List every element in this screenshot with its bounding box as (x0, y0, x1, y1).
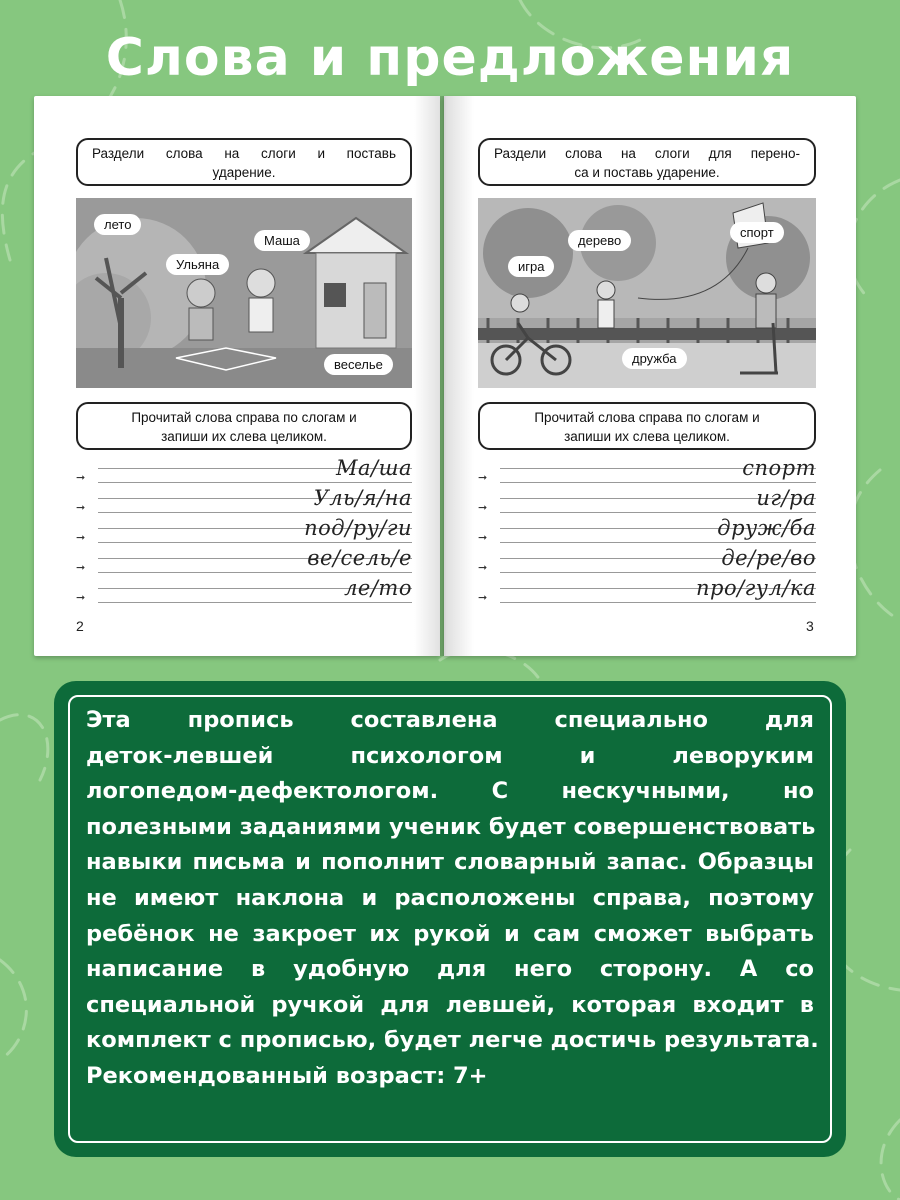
left-writing-lines (76, 456, 412, 612)
book-spread (34, 96, 856, 658)
arrow-right-icon: ➞ (76, 501, 86, 514)
right-task2-line1: Прочитай слова справа по слогам и (534, 410, 760, 425)
description-line: Рекомендованный возраст: 7+ (86, 1062, 488, 1089)
description-line: специальной ручкой для левшей, которая входит в (86, 991, 814, 1018)
right-task1-line1: Раздели слова на слоги для перено- (494, 146, 800, 161)
arrow-right-icon: ➞ (478, 501, 488, 514)
left-page (34, 96, 440, 656)
left-word-5: ле/то (344, 576, 412, 600)
left-illustration (76, 198, 412, 388)
arrow-right-icon: ➞ (478, 531, 488, 544)
arrow-right-icon: ➞ (76, 471, 86, 484)
right-task1-line2: са и поставь ударение. (574, 165, 720, 180)
bubble-igra: игра (508, 256, 554, 277)
left-task2-line1: Прочитай слова справа по слогам и (131, 410, 357, 425)
description-line: не имеют наклона и расположены справа, поэтому (86, 884, 814, 911)
bubble-masha: Маша (254, 230, 310, 251)
bubble-derevo: дерево (568, 230, 631, 251)
description-line: ребёнок не закроет их рукой и сам сможет выбрать (86, 920, 814, 947)
right-page (444, 96, 856, 656)
right-word-5: про/гул/ка (696, 576, 816, 600)
description-panel (54, 681, 846, 1157)
right-page-number: 3 (806, 618, 814, 634)
left-word-3: под/ру/ги (304, 516, 412, 540)
right-word-2: иг/ра (756, 486, 816, 510)
bubble-ulyana: Ульяна (166, 254, 229, 275)
right-task1 (478, 138, 816, 186)
description-line: написание в удобную для него сторону. А со (86, 956, 814, 983)
description-line: комплект с прописью, будет легче достичь результата. (86, 1027, 819, 1054)
arrow-right-icon: ➞ (76, 561, 86, 574)
right-word-4: де/ре/во (721, 546, 816, 570)
left-line-5 (76, 576, 412, 612)
right-word-1: спорт (742, 456, 816, 480)
right-word-3: друж/ба (717, 516, 816, 540)
left-word-4: ве/сель/е (307, 546, 412, 570)
arrow-right-icon: ➞ (478, 561, 488, 574)
left-page-number: 2 (76, 618, 84, 634)
description-line: навыки письма и пополнит словарный запас. Образцы (86, 849, 814, 876)
arrow-right-icon: ➞ (478, 471, 488, 484)
bubble-vesele: веселье (324, 354, 393, 375)
right-line-5 (478, 576, 816, 612)
description-text (86, 703, 819, 1095)
left-task1-line2: ударение. (212, 165, 276, 180)
bubble-leto: лето (94, 214, 141, 235)
left-task1-line1: Раздели слова на слоги и поставь (92, 146, 396, 161)
book-spine (414, 96, 474, 656)
description-line: деток-левшей психологом и леворуким (86, 742, 814, 769)
left-word-2: Уль/я/на (313, 486, 412, 510)
left-task2 (76, 402, 412, 450)
page-title: Слова и предложения (105, 28, 795, 88)
description-line: полезными заданиями ученик будет совершенствовать (86, 813, 816, 840)
description-line: Эта пропись составлена специально для (86, 707, 814, 733)
right-task2-line2: запиши их слева целиком. (564, 429, 730, 444)
bubble-druzhba: дружба (622, 348, 687, 369)
right-writing-lines (478, 456, 816, 612)
left-task2-line2: запиши их слева целиком. (161, 429, 327, 444)
left-task1 (76, 138, 412, 186)
left-word-1: Ма/ша (335, 456, 412, 480)
arrow-right-icon: ➞ (76, 531, 86, 544)
right-illustration (478, 198, 816, 388)
bubble-sport: спорт (730, 222, 784, 243)
arrow-right-icon: ➞ (76, 591, 86, 604)
right-task2 (478, 402, 816, 450)
arrow-right-icon: ➞ (478, 591, 488, 604)
description-line: логопедом-дефектологом. С нескучными, но (86, 778, 814, 805)
